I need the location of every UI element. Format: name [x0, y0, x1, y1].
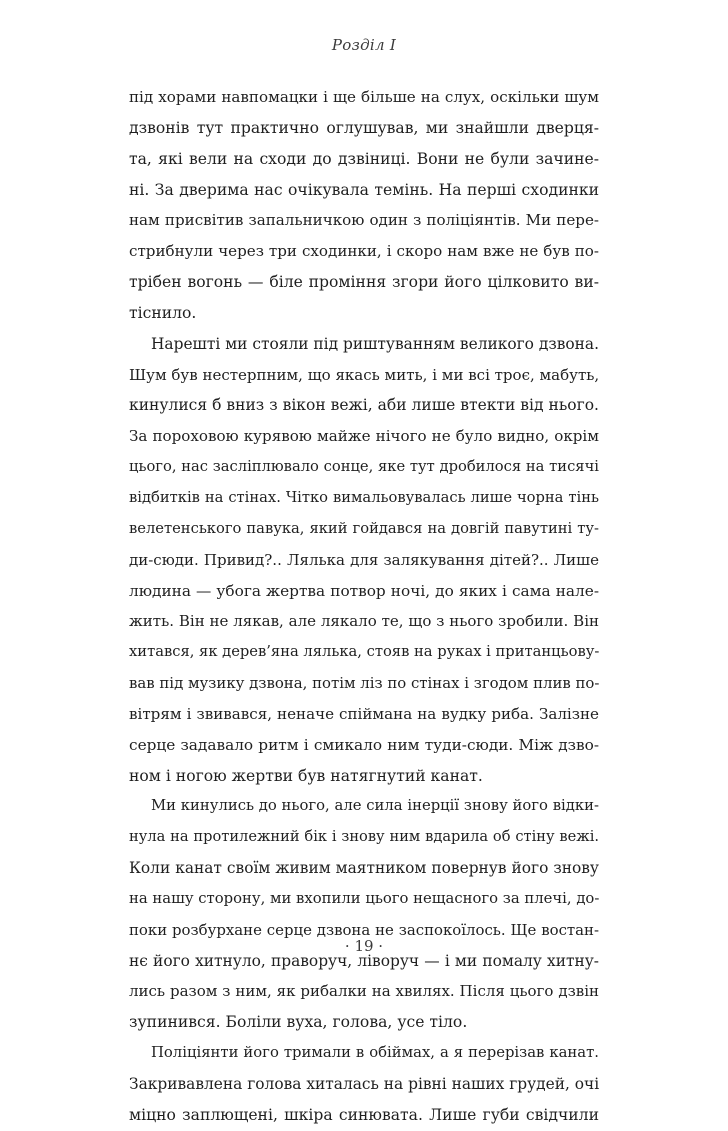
text-line: та, які вели на сходи до дзвіниці. Вони не були зачине-: [129, 149, 599, 168]
text-line: дзвонів тут практично оглушував, ми знайшли дверця-: [129, 118, 599, 137]
text-line: ном і ногою жертви був натягнутий канат.: [129, 766, 483, 785]
text-line: людина — убога жертва потвор ночі, до яких і сама нале-: [129, 581, 599, 600]
text-line: серце задавало ритм і смикало ним туди-сюди. Між дзво-: [129, 735, 599, 754]
text-line: під хорами навпомацки і ще більше на слух, оскільки шум: [129, 88, 599, 106]
text-line: кинулися б вниз з вікон вежі, аби лише втекти від нього.: [129, 396, 599, 415]
text-line: нула на протилежний бік і знову ним вдарила об стіну вежі.: [129, 828, 599, 846]
text-line: ди-сюди. Привид?.. Лялька для залякування дітей?.. Лише: [129, 550, 599, 569]
text-line: на нашу сторону, ми вхопили цього нещасного за плечі, до-: [129, 889, 600, 907]
text-line: трібен вогонь — біле проміння згори його цілковито ви-: [129, 273, 599, 292]
text-line: Коли канат своїм живим маятником повернув його знову: [129, 859, 599, 878]
text-line: Шум був нестерпним, що якась мить, і ми всі троє, мабуть,: [129, 365, 600, 384]
body-text: [129, 82, 599, 1131]
running-title: Розділ I: [331, 36, 397, 54]
text-line: нє його хитнуло, праворуч, ліворуч — і ми помалу хитну-: [129, 951, 599, 970]
text-line: вав під музику дзвона, потім ліз по стінах і згодом плив по-: [129, 674, 600, 693]
text-line: зупинився. Боліли вуха, голова, усе тіло.: [129, 1013, 468, 1032]
text-line: цього, нас засліплювало сонце, яке тут дробилося на тисячі: [129, 458, 599, 476]
text-line: Ми кинулись до нього, але сила інерції знову його відки-: [151, 797, 599, 815]
text-line: жить. Він не лякав, але лякало те, що з нього зробили. Він: [129, 612, 599, 631]
text-line: За пороховою курявою майже нічого не було видно, окрім: [129, 427, 599, 446]
text-line: лись разом з ним, як рибалки на хвилях. Після цього дзвін: [129, 982, 599, 1001]
text-line: Поліціянти його тримали в обіймах, а я перерізав канат.: [151, 1044, 599, 1062]
text-line: хитався, як дерев’яна лялька, стояв на руках і пританцьову-: [129, 643, 600, 661]
text-line: міцно заплющені, шкіра синювата. Лише губи свідчили: [129, 1105, 599, 1124]
text-line: нам присвітив запальничкою один з поліціянтів. Ми пере-: [129, 211, 599, 230]
text-line: відбитків на стінах. Чітко вимальовувалась лише чорна тінь: [129, 488, 599, 506]
text-line: стрибнули через три сходинки, і скоро нам вже не був по-: [129, 242, 599, 261]
page-number: · 19 ·: [344, 937, 384, 955]
text-line: Нарешті ми стояли під риштуванням великого дзвона.: [151, 334, 599, 353]
text-line: вітрям і звивався, неначе спіймана на вудку риба. Залізне: [129, 704, 599, 723]
text-line: тіснило.: [129, 303, 197, 322]
text-line: Закривавлена голова хиталась на рівні наших грудей, очі: [129, 1075, 600, 1093]
text-line: поки розбурхане серце дзвона не заспокоїлось. Ще востан-: [129, 920, 599, 939]
text-line: ні. За дверима нас очікувала темінь. На перші сходинки: [129, 180, 599, 199]
text-line: велетенського павука, який гойдався на довгій павутині ту-: [129, 519, 599, 537]
